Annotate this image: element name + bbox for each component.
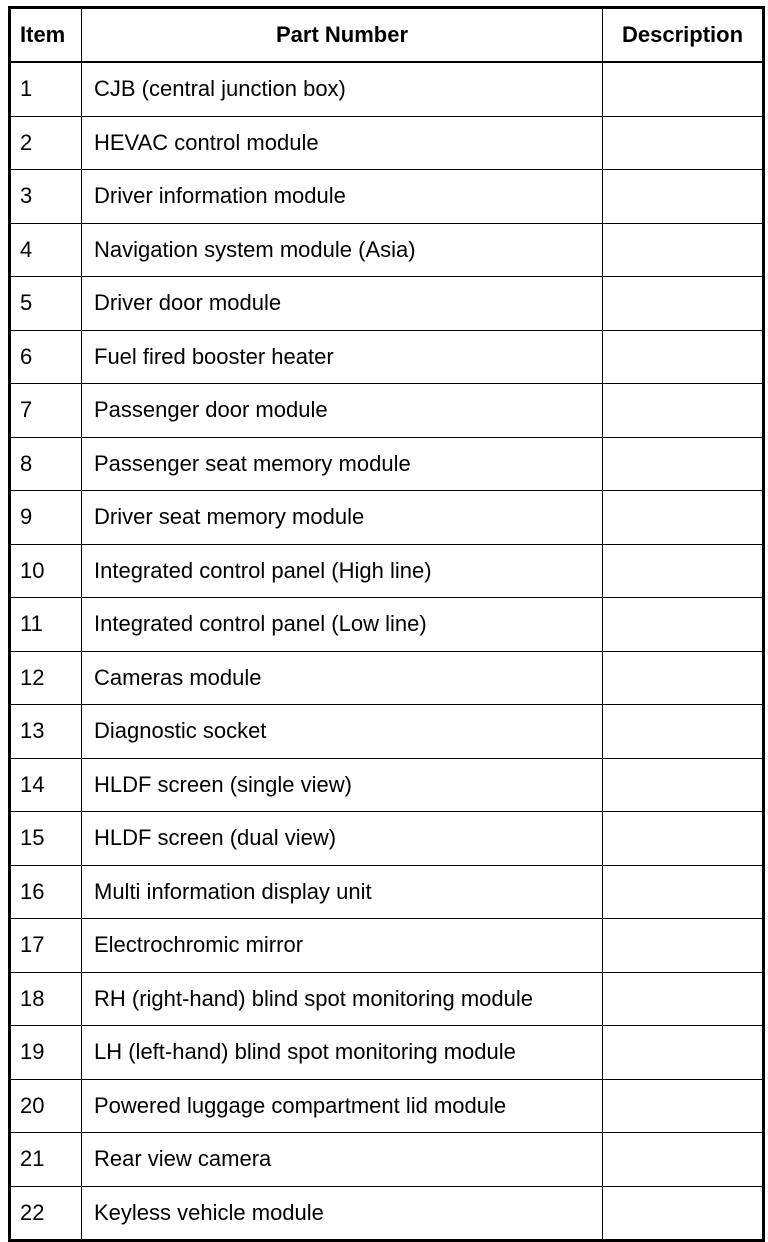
part-number-cell: RH (right-hand) blind spot monitoring module	[82, 972, 603, 1026]
item-number-cell: 20	[10, 1079, 82, 1133]
item-number-cell: 4	[10, 223, 82, 277]
item-number-cell: 15	[10, 812, 82, 866]
part-number-cell: Driver door module	[82, 277, 603, 331]
description-cell	[603, 651, 764, 705]
part-number-cell: Keyless vehicle module	[82, 1186, 603, 1241]
table-row	[10, 598, 764, 652]
part-number-cell: HLDF screen (dual view)	[82, 812, 603, 866]
description-cell	[603, 1026, 764, 1080]
description-cell	[603, 170, 764, 224]
description-cell	[603, 223, 764, 277]
description-cell	[603, 705, 764, 759]
item-number-cell: 10	[10, 544, 82, 598]
item-number-cell: 5	[10, 277, 82, 331]
item-number-cell: 7	[10, 384, 82, 438]
description-cell	[603, 437, 764, 491]
part-number-cell: Navigation system module (Asia)	[82, 223, 603, 277]
part-number-cell: HEVAC control module	[82, 116, 603, 170]
header-row	[10, 8, 764, 63]
description-cell	[603, 865, 764, 919]
table-row	[10, 544, 764, 598]
description-cell	[603, 758, 764, 812]
item-number-cell: 6	[10, 330, 82, 384]
description-cell	[603, 1079, 764, 1133]
table-row	[10, 277, 764, 331]
item-number-cell: 19	[10, 1026, 82, 1080]
description-cell	[603, 277, 764, 331]
description-cell	[603, 544, 764, 598]
part-number-cell: Integrated control panel (High line)	[82, 544, 603, 598]
column-header-part-number: Part Number	[82, 8, 603, 63]
item-number-cell: 11	[10, 598, 82, 652]
part-number-cell: Passenger door module	[82, 384, 603, 438]
item-number-cell: 22	[10, 1186, 82, 1241]
part-number-cell: Passenger seat memory module	[82, 437, 603, 491]
part-number-cell: Electrochromic mirror	[82, 919, 603, 973]
description-cell	[603, 598, 764, 652]
description-cell	[603, 62, 764, 116]
table-row	[10, 865, 764, 919]
table-row	[10, 330, 764, 384]
item-number-cell: 16	[10, 865, 82, 919]
item-number-cell: 9	[10, 491, 82, 545]
part-number-cell: Rear view camera	[82, 1133, 603, 1187]
item-number-cell: 18	[10, 972, 82, 1026]
part-number-cell: CJB (central junction box)	[82, 62, 603, 116]
description-cell	[603, 919, 764, 973]
description-cell	[603, 972, 764, 1026]
table-row	[10, 62, 764, 116]
parts-table	[8, 6, 765, 1242]
item-number-cell: 2	[10, 116, 82, 170]
item-number-cell: 3	[10, 170, 82, 224]
table-row	[10, 491, 764, 545]
part-number-cell: Driver seat memory module	[82, 491, 603, 545]
table-body	[10, 62, 764, 1241]
item-number-cell: 14	[10, 758, 82, 812]
description-cell	[603, 1133, 764, 1187]
table-row	[10, 651, 764, 705]
table-row	[10, 1079, 764, 1133]
table-row	[10, 1133, 764, 1187]
table-row	[10, 972, 764, 1026]
item-number-cell: 17	[10, 919, 82, 973]
part-number-cell: Diagnostic socket	[82, 705, 603, 759]
part-number-cell: Cameras module	[82, 651, 603, 705]
table-row	[10, 116, 764, 170]
description-cell	[603, 330, 764, 384]
part-number-cell: Integrated control panel (Low line)	[82, 598, 603, 652]
table-row	[10, 1186, 764, 1241]
part-number-cell: HLDF screen (single view)	[82, 758, 603, 812]
item-number-cell: 21	[10, 1133, 82, 1187]
part-number-cell: Fuel fired booster heater	[82, 330, 603, 384]
item-number-cell: 8	[10, 437, 82, 491]
part-number-cell: Powered luggage compartment lid module	[82, 1079, 603, 1133]
item-number-cell: 12	[10, 651, 82, 705]
table-row	[10, 384, 764, 438]
table-row	[10, 437, 764, 491]
table-row	[10, 1026, 764, 1080]
description-cell	[603, 1186, 764, 1241]
part-number-cell: Driver information module	[82, 170, 603, 224]
description-cell	[603, 491, 764, 545]
part-number-cell: Multi information display unit	[82, 865, 603, 919]
table-row	[10, 705, 764, 759]
table-row	[10, 170, 764, 224]
table-row	[10, 758, 764, 812]
description-cell	[603, 812, 764, 866]
table-row	[10, 812, 764, 866]
table-row	[10, 919, 764, 973]
description-cell	[603, 384, 764, 438]
column-header-description: Description	[603, 8, 764, 63]
column-header-item: Item	[10, 8, 82, 63]
item-number-cell: 1	[10, 62, 82, 116]
description-cell	[603, 116, 764, 170]
table-row	[10, 223, 764, 277]
part-number-cell: LH (left-hand) blind spot monitoring module	[82, 1026, 603, 1080]
item-number-cell: 13	[10, 705, 82, 759]
